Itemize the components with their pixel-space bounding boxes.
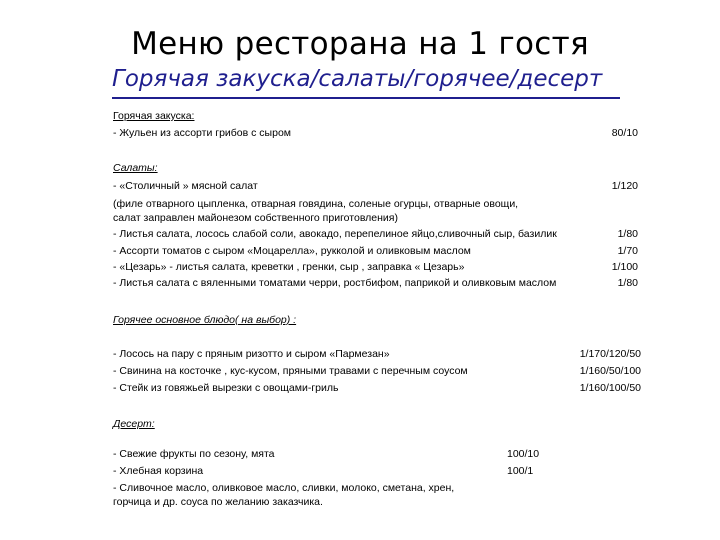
main-item-2: - Свинина на косточке , кус-кусом, пряными травами с перечным соусом xyxy=(113,365,468,377)
main-portion-3: 1/160/100/50 xyxy=(579,382,641,394)
main-item-1: - Лосось на пару с пряным ризотто и сыром «Пармезан» xyxy=(113,348,390,360)
page-title: Меню ресторана на 1 гостя xyxy=(131,26,589,62)
salad-portion-3: 1/70 xyxy=(617,245,638,257)
main-portion-2: 1/160/50/100 xyxy=(579,365,641,377)
salad-portion-2: 1/80 xyxy=(617,228,638,240)
main-item-3: - Стейк из говяжьей вырезки с овощами-гриль xyxy=(113,382,339,394)
salad-item-2: - Листья салата, лосось слабой соли, авокадо, перепелиное яйцо,сливочный сыр, базилик xyxy=(113,228,557,240)
salad-item-1-desc-1: (филе отварного цыпленка, отварная говядина, соленые огурцы, отварные овощи, xyxy=(113,198,519,210)
dessert-item-2: - Хлебная корзина xyxy=(113,465,204,477)
dessert-item-3: - Сливочное масло, оливковое масло, сливки, молоко, сметана, хрен, xyxy=(113,482,455,494)
dessert-heading: Десерт: xyxy=(113,418,155,430)
page-subtitle: Горячая закуска/салаты/горячее/десерт xyxy=(112,66,603,92)
salad-item-5: - Листья салата с вяленными томатами черри, ростбифом, паприкой и оливковым маслом xyxy=(113,277,557,289)
salad-item-3: - Ассорти томатов с сыром «Моцарелла», рукколой и оливковым маслом xyxy=(113,245,471,257)
hot-appetizer-portion-1: 80/10 xyxy=(611,127,638,139)
salad-portion-1: 1/120 xyxy=(611,180,638,192)
main-course-heading: Горячее основное блюдо( на выбор) : xyxy=(113,314,297,326)
hot-appetizer-heading: Горячая закуска: xyxy=(113,110,195,122)
salads-heading: Салаты: xyxy=(113,162,158,174)
dessert-portion-1: 100/10 xyxy=(507,448,540,460)
main-portion-1: 1/170/120/50 xyxy=(579,348,641,360)
hot-appetizer-item-1: - Жульен из ассорти грибов с сыром xyxy=(113,127,292,139)
dessert-portion-2: 100/1 xyxy=(507,465,534,477)
salad-portion-4: 1/100 xyxy=(611,261,638,273)
subtitle-underline xyxy=(112,97,620,99)
salad-portion-5: 1/80 xyxy=(617,277,638,289)
salad-item-1-desc-2: салат заправлен майонезом собственного приготовления) xyxy=(113,212,398,224)
dessert-item-3-cont: горчица и др. соуса по желанию заказчика. xyxy=(113,496,323,508)
salad-item-4: - «Цезарь» - листья салата, креветки , гренки, сыр , заправка « Цезарь» xyxy=(113,261,465,273)
dessert-item-1: - Свежие фрукты по сезону, мята xyxy=(113,448,275,460)
salad-item-1: - «Столичный » мясной салат xyxy=(113,180,258,192)
